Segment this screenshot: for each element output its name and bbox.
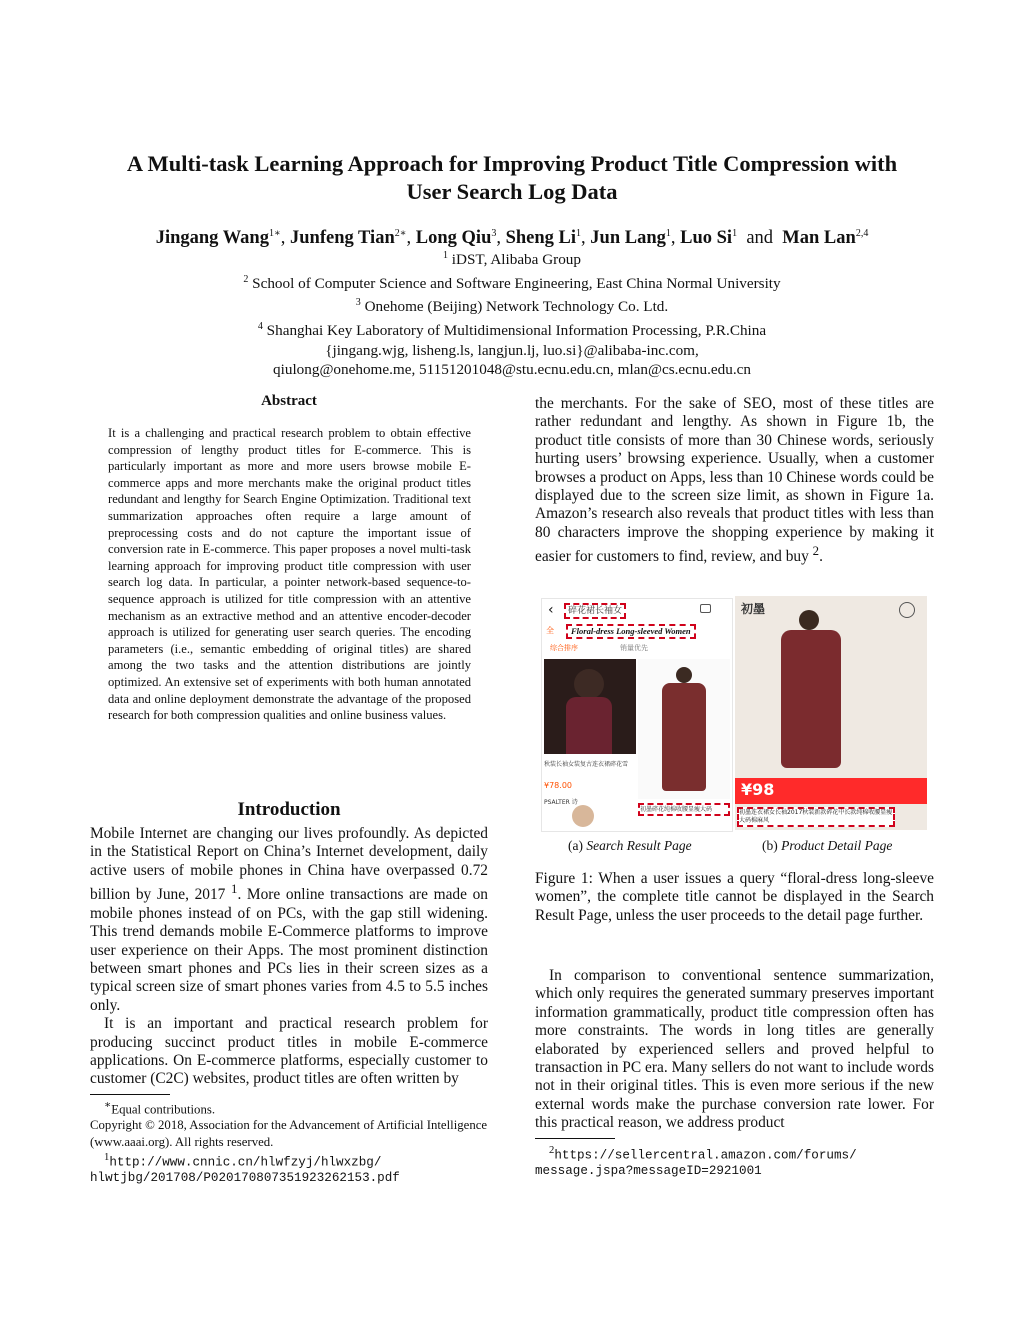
author-list: Jingang Wang$^{1∗}$, Junfeng Tian$^{2∗}$, Long Qiu$^3$, Sheng Li$^1$, Jun Lang$^1$, Luo Si$^1$ and Man Lan$^{2,4}$ <box>155 228 869 249</box>
footnote-rule <box>535 1138 615 1139</box>
right-column-text: the merchants. For the sake of SEO, most of these titles are rather redundant and lengthy. As shown in Figure 1b, the product title consists of more than 30 Chinese words, seriously hurting users’ browsing experience. Usually, when a customer browses a product on Apps, less than 10 Chinese words could be displayed due to the screen size limit, as shown in Figure 1a. Amazon’s research also reveals that product titles with less than 80 characters improve the shopping experience by making it easier for customers to find, review, and buy $^2$. <box>535 395 934 566</box>
product-2-title: 初墨碎花纯棉收腰显瘦大码 <box>638 803 730 816</box>
detail-title: 初墨连衣裙女长袖2017秋装新款碎花中长款纯棉收腰显瘦大码棉麻风 <box>737 807 895 827</box>
emails-line-2: qiulong@onehome.me, 51151201048@stu.ecnu.edu.cn, mlan@cs.ecnu.edu.cn <box>273 361 751 379</box>
author: Jingang Wang <box>155 228 269 249</box>
author: Luo Si <box>680 228 733 249</box>
affiliation: $^1$ iDST, Alibaba Group <box>442 250 581 269</box>
affiliation: $^3$ Onehome (Beijing) Network Technology Co. Ltd. <box>355 297 669 316</box>
sort-tabs <box>542 643 732 655</box>
copyright-note: Copyright © 2018, Association for the Advancement of Artificial Intelligence (www.aaai.org). All rights reserved. <box>90 1118 488 1149</box>
author: Jun Lang <box>590 228 666 249</box>
equal-contribution-note: ∗Equal contributions. <box>104 1100 216 1117</box>
right-footnote: $^2$https://sellercentral.amazon.com/forums/ message.jspa?messageID=2921001 <box>535 1145 857 1179</box>
product-photo <box>781 630 841 768</box>
abstract-heading: Abstract <box>261 393 317 409</box>
tab-sales[interactable]: 销量优先 <box>620 644 648 652</box>
cart-icon[interactable] <box>899 602 915 618</box>
left-footnotes <box>90 1098 490 1187</box>
affiliations <box>60 246 964 380</box>
price-banner <box>735 778 927 804</box>
introduction-heading: Introduction <box>237 799 341 820</box>
affiliation: $^4$ Shanghai Key Laboratory of Multidimensional Information Processing, P.R.China <box>257 320 767 340</box>
title-line-1: A Multi-task Learning Approach for Improving Product Title Compression with <box>126 151 898 176</box>
footnote-1-url-cont[interactable]: hlwtjbg/201708/P020170807351923262153.pdf <box>90 1171 400 1186</box>
author: Junfeng Tian <box>290 228 395 249</box>
author: Sheng Li <box>505 228 577 249</box>
caption-a: (a) Search Result Page <box>568 838 692 853</box>
footnote-1: $^1$http://www.cnnic.cn/hlwfzyj/hlwxzbg/ <box>104 1151 382 1170</box>
figure-1a-screenshot: ‹ 碎花裙长袖女 全 Floral-dress Long-sleeved Women 综合排序 销量优先 秋装长袖女装复古连衣裙碎花雪 ¥78.00 PSALTER 诗 初墨碎花纯棉收腰显瘦大码 <box>541 598 733 832</box>
camera-icon <box>700 604 711 613</box>
right-column-paragraph: In comparison to conventional sentence summarization, which only requires the generated summary preserves important information grammatically, product title compression often has more constraints. The words in long titles are generally elaborated by experienced sellers and proved helpful to transaction in PC era. Many sellers do not want to include words not in their original titles. This is even more serious if the new external words make the purchase conversion rate lower. For this practical reason, we address product <box>535 967 934 1132</box>
detail-price: ¥98 <box>741 780 775 799</box>
search-query-en: Floral-dress Long-sleeved Women <box>566 624 696 639</box>
introduction-body <box>90 825 488 1089</box>
figure-1b-screenshot <box>735 596 927 830</box>
affiliation: $^2$ School of Computer Science and Software Engineering, East China Normal University <box>243 273 781 292</box>
brand-logo: 初墨 <box>741 602 766 616</box>
footnote-ref: 1 <box>231 882 238 897</box>
search-query-cn: 碎花裙长袖女 <box>564 603 626 619</box>
caption-b: (b) Product Detail Page <box>762 838 893 853</box>
paper-title <box>60 150 964 206</box>
product-image-2[interactable] <box>638 659 730 799</box>
tab-sort[interactable]: 综合排序 <box>550 644 578 652</box>
figure-1-caption: Figure 1: When a user issues a query “floral-dress long-sleeve women”, the complete title cannot be displayed in the Search Result Page, unless the user proceeds to the detail page further. <box>535 870 934 924</box>
emails-line-1: {jingang.wjg, lisheng.ls, langjun.lj, luo.si}@alibaba-inc.com, <box>325 341 699 359</box>
author: Man Lan <box>782 228 856 249</box>
back-icon: ‹ <box>548 602 554 618</box>
author-and: and <box>746 228 774 249</box>
intro-paragraph-2: It is an important and practical research problem for producing succinct product titles in mobile E-commerce applications. On E-commerce platforms, especially customer to customer (C2C) websites, product titles are often written by <box>90 1015 488 1088</box>
product-image-1[interactable] <box>544 659 636 754</box>
footnote-ref: 2 <box>812 544 820 559</box>
title-line-2: User Search Log Data <box>406 179 618 204</box>
author: Long Qiu <box>415 228 492 249</box>
model-avatar <box>572 805 594 827</box>
product-1-title: 秋装长袖女装复古连衣裙碎花雪 <box>544 761 629 768</box>
footnote-rule <box>90 1094 170 1095</box>
product-brand: PSALTER 诗 <box>544 799 578 806</box>
search-bar <box>542 599 732 623</box>
product-1-price: ¥78.00 <box>544 781 572 790</box>
intro-paragraph-1: Mobile Internet are changing our lives profoundly. As depicted in the Statistical Report on China’s Internet development, daily active users of mobile phones in China have overpassed 0.72 billion by June, 2017 $^1$. More online transactions are made on mobile phones instead of on PCs, with the gap still widening. This trend demands mobile E-Commerce platforms to improve user experience on their Apps. The most prominent distinction between smart phones and PCs lies in their screen sizes as a typical screen size of smart phones varies from 4.5 to 5.5 inches only. <box>90 825 488 1014</box>
abstract-text: It is a challenging and practical research problem to obtain effective compression of lengthy product titles for E-commerce. This is particularly important as more and more users browse mobile E-commerce apps and more merchants make the original product titles redundant and lengthy for Search Engine Optimization. Traditional text summarization approaches often require a large amount of preprocessing costs and do not capture the important issue of conversion rate in E-commerce. This paper proposes a novel multi-task learning approach for improving product title compression with user search log data. In particular, a pointer network-based sequence-to-sequence approach is utilized for title compression with an attentive mechanism as an extractive method and an attentive encoder-decoder approach is utilized for generating user search queries. The encoding parameters (i.e., semantic embedding of original titles) are shared among the two tasks and the attention distributions are jointly optimized. An extensive set of experiments with both human annotated data and online deployment demonstrate the advantage of the proposed research for both compression qualities and online business values. <box>108 426 471 723</box>
